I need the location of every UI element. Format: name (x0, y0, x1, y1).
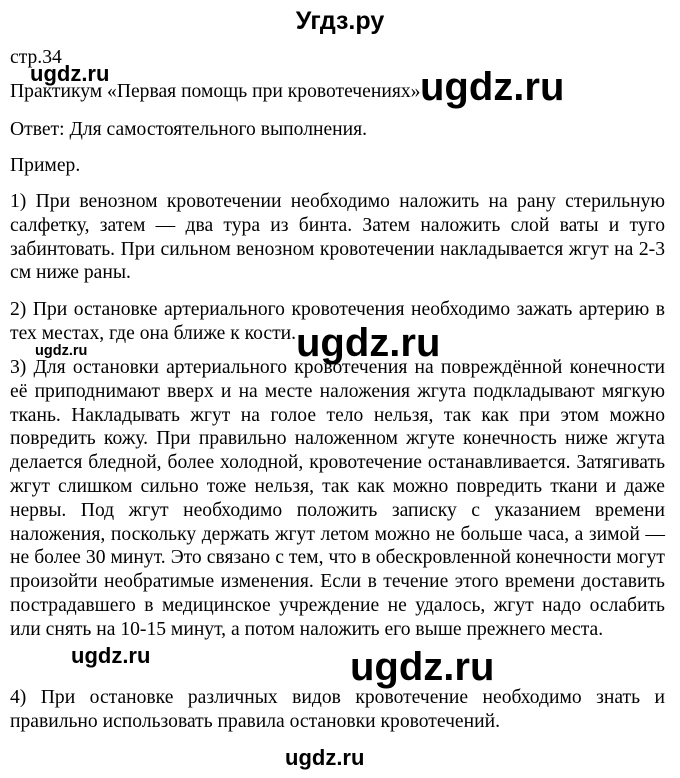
paragraph-4: 4) При остановке различных видов кровотечение необходимо знать и правильно использовать правила остановки кровотечений. (10, 687, 665, 732)
paragraph-2: 2) При остановке артериального кровотечения необходимо зажать артерию в тех местах, где она ближе к кости. (10, 299, 665, 344)
watermark: ugdz.ru (296, 321, 441, 365)
watermark: ugdz.ru (35, 343, 88, 359)
page-reference: стр.34 (10, 47, 62, 68)
practicum-title: Практикум «Первая помощь при кровотечениях» (10, 81, 421, 102)
site-title: Угдз.ру (295, 7, 385, 35)
example-label: Пример. (10, 155, 81, 176)
watermark: ugdz.ru (285, 745, 365, 770)
watermark: ugdz.ru (71, 643, 151, 668)
watermark: ugdz.ru (30, 61, 110, 86)
watermark: ugdz.ru (420, 65, 565, 109)
answer-line: Ответ: Для самостоятельного выполнения. (10, 119, 368, 140)
watermark: ugdz.ru (350, 645, 495, 689)
paragraph-3: 3) Для остановки артериального кровотечения на повреждённой конечности её приподнимают вверх и на месте наложения жгута подкладывают мягкую ткань. Накладывать жгут на голое тело нельзя, так как при этом можно повредить кожу. При правильно наложенном жгуте конечность ниже жгута делается бледной, более холодной, кровотечение останавливается. Затягивать жгут слишком сильно тоже нельзя, так как можно повредить ткани и даже нервы. Под жгут необходимо положить записку с указанием времени наложения, поскольку держать жгут летом можно не больше часа, а зимой — не более 30 минут. Это связано с тем, что в обескровленной конечности могут произойти необратимые изменения. Если в течение этого времени доставить пострадавшего в медицинское учреждение не удалось, жгут надо ослабить или снять на 10-15 минут, а потом наложить его выше прежнего места. (10, 357, 665, 640)
paragraph-1: 1) При венозном кровотечении необходимо наложить на рану стерильную салфетку, затем — два тура из бинта. Затем наложить слой ваты и туго забинтовать. При сильном венозном кровотечении накладывается жгут на 2-3 см ниже раны. (10, 191, 665, 284)
